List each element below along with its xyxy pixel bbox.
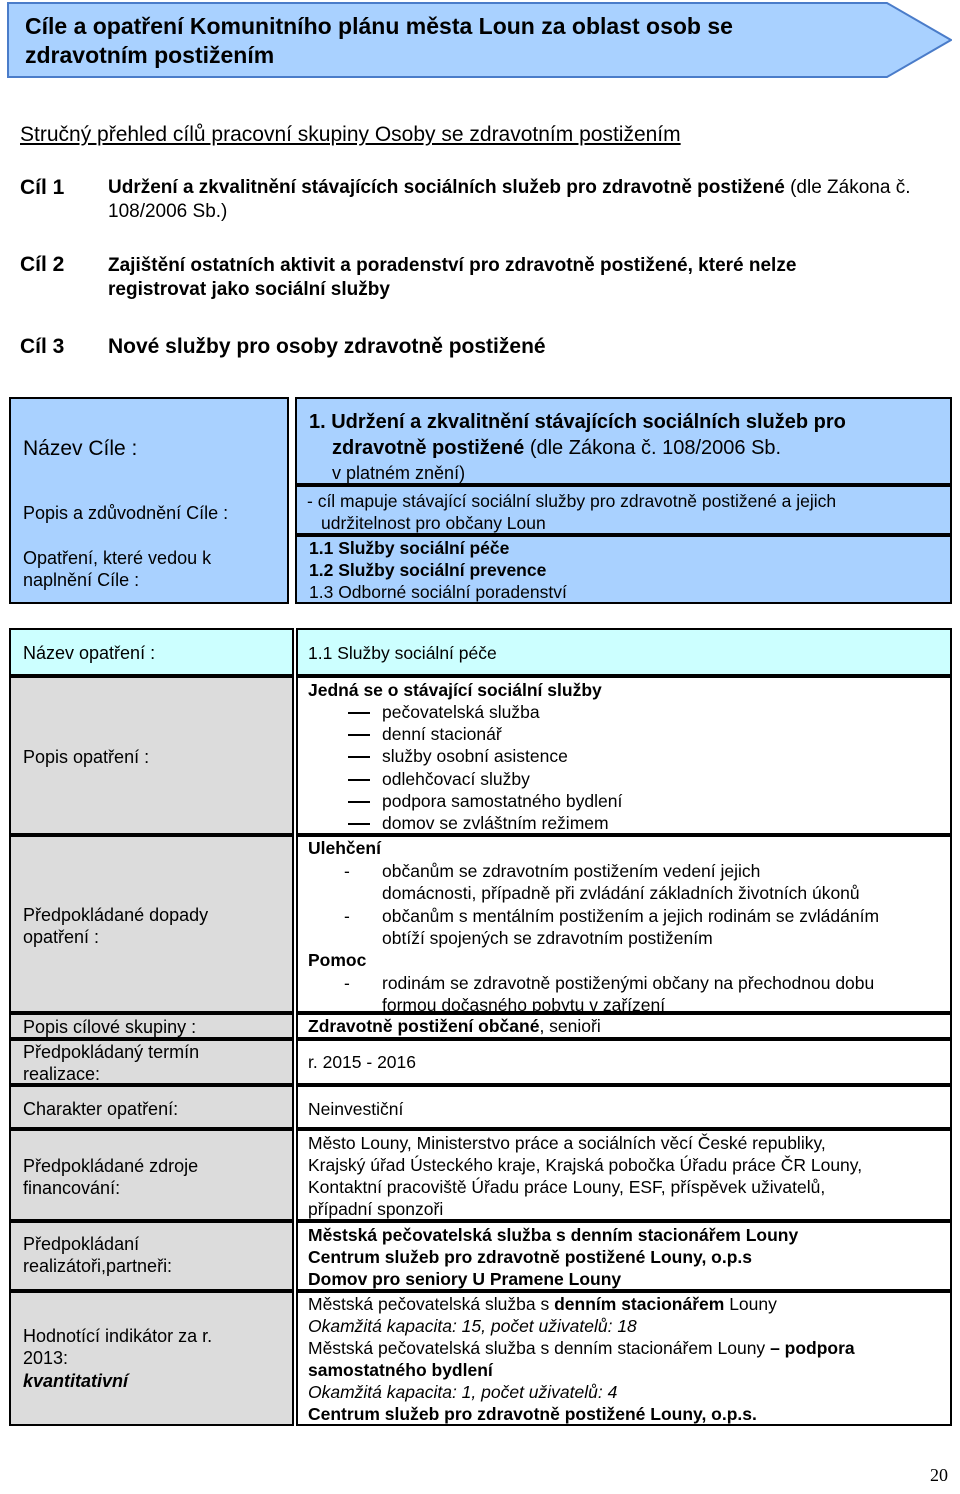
target-value-cell bbox=[296, 1013, 952, 1039]
goal-text-3-bold: Nové služby pro osoby zdravotně postižené bbox=[108, 335, 546, 358]
service-item-1-text: pečovatelská služba bbox=[382, 702, 540, 722]
indicator-value-cell bbox=[296, 1291, 952, 1426]
impact-item-2b: obtíží spojených se zdravotním postižením bbox=[382, 928, 713, 948]
target-label: Popis cílové skupiny : bbox=[23, 1017, 197, 1037]
goal-name-line1: 1. Udržení a zkvalitnění stávajících sociálních služeb pro bbox=[309, 411, 846, 433]
term-label-cell bbox=[9, 1039, 294, 1085]
impact-item-3b: formou dočasného pobytu v zařízení bbox=[382, 995, 666, 1015]
goal-table-labels bbox=[9, 397, 289, 604]
indicator-line-6: Centrum služeb pro zdravotně postižené Louny, o.p.s. bbox=[308, 1404, 757, 1424]
implementer-3: Domov pro seniory U Pramene Louny bbox=[308, 1269, 622, 1289]
measure-item-1: 1.1 Služby sociální péče bbox=[309, 538, 510, 558]
indicator-label: Hodnotící indikátor za r. 2013: bbox=[23, 1326, 213, 1368]
goal-name-line3: v platném znění) bbox=[332, 463, 466, 483]
target-value bbox=[308, 1015, 601, 1037]
goal-name-line2 bbox=[332, 437, 781, 459]
funding-line-3b-text: příspěvek uživatelů, bbox=[670, 1177, 826, 1197]
page-title: Cíle a opatření Komunitního plánu města Loun za oblast osob se zdravotním postižením bbox=[25, 13, 733, 68]
implementer-2: Centrum služeb pro zdravotně postižené Louny, o.p.s bbox=[308, 1247, 753, 1267]
implementer-1: Městská pečovatelská služba s denním stacionářem Louny bbox=[308, 1225, 799, 1245]
indicator-line-3a: Městská pečovatelská služba s denním stacionářem Louny bbox=[308, 1338, 766, 1358]
goal-desc-label: Popis a zdůvodnění Cíle : bbox=[23, 503, 229, 523]
indicator-line-1 bbox=[308, 1293, 777, 1315]
character-value-cell bbox=[296, 1085, 952, 1129]
indicator-type: kvantitativní bbox=[23, 1371, 129, 1391]
indicator-label-cell bbox=[9, 1291, 294, 1426]
term-value-cell bbox=[296, 1039, 952, 1085]
desc-label-cell bbox=[9, 676, 294, 835]
goal-label-1: Cíl 1 bbox=[20, 176, 65, 199]
desc-label: Popis opatření : bbox=[23, 747, 150, 767]
service-item-2-text: denní stacionář bbox=[382, 724, 502, 744]
impact-item-1b: domácnosti, případně při zvládání základních životních úkonů bbox=[382, 883, 860, 903]
funding-label: Předpokládané zdroje financování: bbox=[23, 1156, 199, 1198]
service-item-4 bbox=[334, 768, 530, 790]
desc-value-cell bbox=[296, 676, 952, 835]
impact-dash-2: - bbox=[344, 906, 350, 926]
dash-3 bbox=[348, 756, 370, 758]
service-item-3-text: služby osobní asistence bbox=[382, 746, 568, 766]
dash-6 bbox=[348, 823, 370, 825]
measure-item-3: 1.3 Odborné sociální poradenství bbox=[309, 582, 567, 602]
funding-value-cell bbox=[296, 1129, 952, 1221]
funding-line-3 bbox=[308, 1176, 825, 1198]
target-value-bold: Zdravotně postižení občané bbox=[308, 1016, 540, 1036]
indicator-line-1c: Louny bbox=[729, 1294, 777, 1314]
goal-name-line2-rest: (dle Zákona č. 108/2006 Sb. bbox=[529, 437, 782, 459]
impacts-heading-2: Pomoc bbox=[308, 950, 367, 970]
service-item-3 bbox=[334, 745, 568, 767]
service-item-6 bbox=[334, 812, 609, 834]
desc-heading: Jedná se o stávající sociální služby bbox=[308, 680, 602, 700]
service-item-5-text: podpora samostatného bydlení bbox=[382, 791, 623, 811]
measure-name-label: Název opatření : bbox=[23, 643, 156, 663]
impact-dash-1: - bbox=[344, 861, 350, 881]
indicator-line-1a: Městská pečovatelská služba s bbox=[308, 1294, 550, 1314]
indicator-line-2: Okamžitá kapacita: 15, počet uživatelů: 18 bbox=[308, 1316, 637, 1336]
goal-desc-line1: - cíl mapuje stávající sociální služby pro zdravotně postižené a jejich bbox=[307, 491, 837, 511]
goal-measures-cell bbox=[295, 535, 952, 604]
goal-text-1-rest: (dle Zákona č. 108/2006 Sb.) bbox=[108, 177, 911, 222]
funding-line-4: případní sponzoři bbox=[308, 1199, 444, 1219]
goal-desc-cell bbox=[295, 485, 952, 535]
measure-name-label-cell bbox=[9, 628, 294, 676]
implementers-label: Předpokládaní realizátoři,partneři: bbox=[23, 1234, 173, 1276]
measure-item-2: 1.2 Služby sociální prevence bbox=[309, 560, 547, 580]
funding-label-cell bbox=[9, 1129, 294, 1221]
character-label: Charakter opatření: bbox=[23, 1099, 179, 1119]
term-label: Předpokládaný termín realizace: bbox=[23, 1042, 200, 1084]
goal-text-1 bbox=[108, 176, 948, 224]
funding-line-1: Město Louny, Ministerstvo práce a sociálních věcí České republiky, bbox=[308, 1133, 826, 1153]
goal-text-3 bbox=[108, 335, 948, 359]
impact-item-3a: rodinám se zdravotně postiženými občany na přechodnou dobu bbox=[382, 973, 875, 993]
goal-measures-label: Opatření, které vedou k naplnění Cíle : bbox=[23, 548, 212, 590]
goal-name-line2-bold: zdravotně postižené bbox=[332, 437, 525, 459]
measure-name-value: 1.1 Služby sociální péče bbox=[308, 643, 497, 663]
goal-text-2 bbox=[108, 254, 868, 302]
indicator-line-1b: denním stacionářem bbox=[554, 1294, 725, 1314]
service-item-2 bbox=[334, 723, 502, 745]
dash-5 bbox=[348, 801, 370, 803]
service-item-5 bbox=[334, 790, 622, 812]
target-value-rest: , senioři bbox=[539, 1016, 601, 1036]
goal-text-2-bold: Zajištění ostatních aktivit a poradenství pro zdravotně postižené, které nelze registrovat jako sociální služby bbox=[108, 255, 797, 300]
impacts-label: Předpokládané dopady opatření : bbox=[23, 905, 209, 947]
indicator-line-3 bbox=[308, 1337, 855, 1359]
goal-text-1-bold: Udržení a zkvalitnění stávajících sociálních služeb pro zdravotně postižené bbox=[108, 177, 785, 198]
character-label-cell bbox=[9, 1085, 294, 1129]
impact-item-2a: občanům s mentálním postižením a jejich rodinám se zvládáním bbox=[382, 906, 880, 926]
dash-1 bbox=[348, 712, 370, 714]
indicator-line-3b: – podpora bbox=[770, 1338, 855, 1358]
implementers-value-cell bbox=[296, 1221, 952, 1291]
impact-dash-3: - bbox=[344, 973, 350, 993]
goal-label-2: Cíl 2 bbox=[20, 253, 65, 276]
dash-4 bbox=[348, 779, 370, 781]
character-value: Neinvestiční bbox=[308, 1099, 404, 1119]
target-label-cell bbox=[9, 1013, 294, 1039]
goal-label-3: Cíl 3 bbox=[20, 335, 65, 358]
impacts-heading-1: Ulehčení bbox=[308, 838, 381, 858]
goal-name-cell bbox=[295, 397, 952, 485]
funding-line-3-text: Kontaktní pracoviště Úřadu práce Louny, ESF, bbox=[308, 1177, 666, 1197]
goal-name-label: Název Cíle : bbox=[23, 437, 138, 460]
implementers-label-cell bbox=[9, 1221, 294, 1291]
impact-item-1a: občanům se zdravotním postižením vedení jejich bbox=[382, 861, 761, 881]
impacts-label-cell bbox=[9, 835, 294, 1013]
service-item-6-text: domov se zvláštním režimem bbox=[382, 813, 609, 833]
goal-desc-line2: udržitelnost pro občany Loun bbox=[321, 513, 546, 533]
impacts-value-cell bbox=[296, 835, 952, 1013]
page-number: 20 bbox=[930, 1465, 948, 1485]
indicator-line-5: Okamžitá kapacita: 1, počet uživatelů: 4 bbox=[308, 1382, 618, 1402]
service-item-4-text: odlehčovací služby bbox=[382, 769, 530, 789]
dash-2 bbox=[348, 734, 370, 736]
indicator-line-4: samostatného bydlení bbox=[308, 1360, 493, 1380]
measure-name-value-cell bbox=[296, 628, 952, 676]
term-value: r. 2015 - 2016 bbox=[308, 1052, 416, 1072]
funding-line-2: Krajský úřad Ústeckého kraje, Krajská pobočka Úřadu práce ČR Louny, bbox=[308, 1155, 863, 1175]
subheading: Stručný přehled cílů pracovní skupiny Osoby se zdravotním postižením bbox=[20, 123, 681, 146]
service-item-1 bbox=[334, 701, 540, 723]
title-banner bbox=[7, 2, 952, 78]
